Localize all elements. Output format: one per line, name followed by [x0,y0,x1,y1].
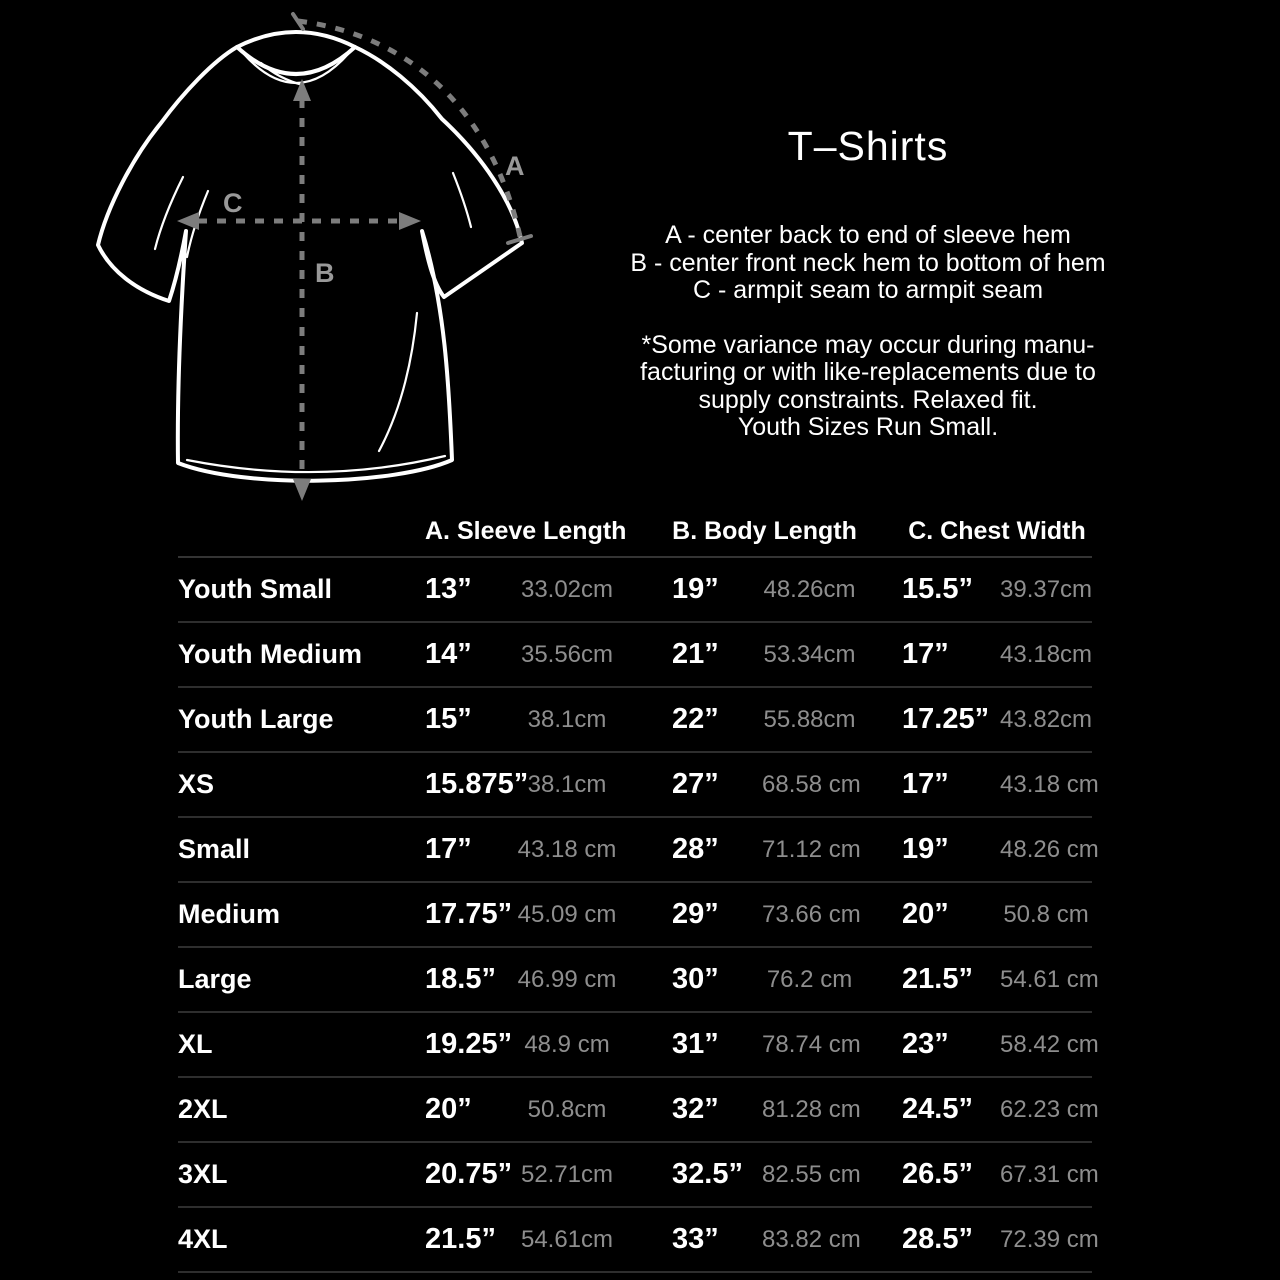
body-inches: 29” [672,898,719,930]
body-cm: 73.66 cm [762,900,861,928]
info-panel [608,122,1128,442]
size-label: Large [178,964,252,994]
size-chart-body [178,558,1099,1273]
size-label: 4XL [178,1224,228,1254]
table-row [178,818,1099,883]
shirt-diagram-svg [65,5,585,517]
sleeve-cm: 38.1cm [527,705,607,733]
sleeve-inches: 13” [425,573,472,605]
size-label: 3XL [178,1159,228,1189]
measurement-label-c: C [223,188,243,218]
chest-inches: 17” [902,768,949,800]
legend-line-a: A - center back to end of sleeve hem [665,221,1071,249]
table-row [178,948,1099,1013]
sleeve-inches: 15” [425,703,472,735]
chest-inches: 17.25” [902,703,990,735]
legend-line-b: B - center front neck hem to bottom of hem [630,248,1106,277]
size-chart-table [178,500,1099,1273]
chest-cm: 39.37cm [1000,575,1093,603]
sleeve-cm: 43.18 cm [517,835,617,863]
table-row [178,1208,1099,1273]
size-label: XS [178,769,215,799]
table-row [178,1013,1099,1078]
page-title: T–Shirts [787,123,949,169]
chest-cm: 62.23 cm [1000,1095,1099,1123]
size-label: XL [178,1029,213,1059]
sleeve-inches: 15.875” [425,768,529,800]
table-row [178,688,1092,753]
arrow-right-icon [399,212,421,230]
chest-inches: 21.5” [902,963,973,995]
body-inches: 27” [672,768,719,800]
size-label: Youth Medium [178,639,362,669]
chest-inches: 28.5” [902,1223,973,1255]
size-label: Youth Large [178,704,334,734]
table-row [178,883,1092,948]
measurement-b [293,79,335,501]
chest-cm: 48.26 cm [1000,835,1099,863]
body-inches: 21” [672,638,719,670]
table-row [178,623,1092,688]
sleeve-inches: 21.5” [425,1223,496,1255]
table-row [178,1143,1099,1208]
measurement-line-a [298,21,521,241]
chest-cm: 54.61 cm [1000,965,1099,993]
sleeve-inches: 14” [425,638,472,670]
size-label: Youth Small [178,574,333,604]
chest-inches: 24.5” [902,1093,973,1125]
body-cm: 81.28 cm [762,1095,861,1123]
disclaimer-line: facturing or with like-replacements due to [640,358,1096,386]
body-cm: 83.82 cm [762,1225,861,1253]
body-inches: 28” [672,833,719,865]
body-cm: 53.34cm [763,640,856,668]
measurement-legend [608,222,1128,305]
chest-inches: 15.5” [902,573,973,605]
legend-line-c: C - armpit seam to armpit seam [692,276,1044,304]
sleeve-inches: 18.5” [425,963,496,995]
sleeve-inches: 17.75” [425,898,513,930]
chest-cm: 43.18 cm [1000,770,1099,798]
sleeve-inches: 20.75” [425,1158,513,1190]
body-inches: 32” [672,1093,719,1125]
sleeve-cm: 38.1cm [527,770,607,798]
body-inches: 33” [672,1223,719,1255]
body-cm: 55.88cm [763,705,856,733]
chest-cm: 43.82cm [1000,705,1093,733]
body-cm: 82.55 cm [762,1160,861,1188]
column-header-chest-width: C. Chest Width [908,517,1086,545]
chest-cm: 43.18cm [1000,640,1093,668]
table-header-row [178,500,1092,558]
chest-inches: 20” [902,898,949,930]
body-cm: 48.26cm [763,575,856,603]
table-row [178,558,1092,623]
measurement-label-b: B [315,258,335,288]
disclaimer-line: *Some variance may occur during manu- [641,330,1095,359]
chest-inches: 26.5” [902,1158,973,1190]
size-label: Medium [178,899,281,929]
chest-inches: 17” [902,638,949,670]
disclaimer-line: Youth Sizes Run Small. [737,413,999,441]
body-cm: 68.58 cm [762,770,861,798]
column-header-sleeve-length: A. Sleeve Length [425,517,627,545]
body-inches: 30” [672,963,719,995]
shirt-measurement-diagram [65,5,585,517]
size-label: 2XL [178,1094,228,1124]
chest-inches: 19” [902,833,949,865]
chest-inches: 23” [902,1028,949,1060]
sleeve-cm: 35.56cm [520,640,614,668]
measurement-label-a: A [505,151,525,181]
sleeve-inches: 19.25” [425,1028,513,1060]
sleeve-cm: 33.02cm [520,575,614,603]
sleeve-inches: 20” [425,1093,472,1125]
body-inches: 32.5” [672,1158,743,1190]
body-inches: 22” [672,703,719,735]
column-header-body-length: B. Body Length [672,517,857,545]
arrow-left-icon [177,212,199,230]
chest-cm: 72.39 cm [1000,1225,1099,1253]
body-cm: 78.74 cm [762,1030,861,1058]
sleeve-inches: 17” [425,833,472,865]
sleeve-cm: 54.61cm [520,1225,614,1253]
sleeve-cm: 48.9 cm [524,1030,610,1058]
measurement-c [177,188,421,230]
body-cm: 76.2 cm [766,965,853,993]
chest-cm: 58.42 cm [1000,1030,1099,1058]
sleeve-cm: 50.8cm [527,1095,607,1123]
measurement-a [293,14,531,243]
body-cm: 71.12 cm [762,835,861,863]
chest-cm: 67.31 cm [1000,1160,1099,1188]
size-label: Small [178,834,251,864]
body-inches: 19” [672,573,719,605]
arrow-down-icon [293,479,311,501]
table-row [178,1078,1099,1143]
disclaimer-text [608,332,1128,442]
chest-cm: 50.8 cm [1003,900,1089,928]
body-inches: 31” [672,1028,719,1060]
sleeve-cm: 52.71cm [520,1160,614,1188]
table-row [178,753,1099,818]
disclaimer-line: supply constraints. Relaxed fit. [698,385,1038,414]
sleeve-cm: 45.09 cm [517,900,617,928]
sleeve-cm: 46.99 cm [517,965,617,993]
